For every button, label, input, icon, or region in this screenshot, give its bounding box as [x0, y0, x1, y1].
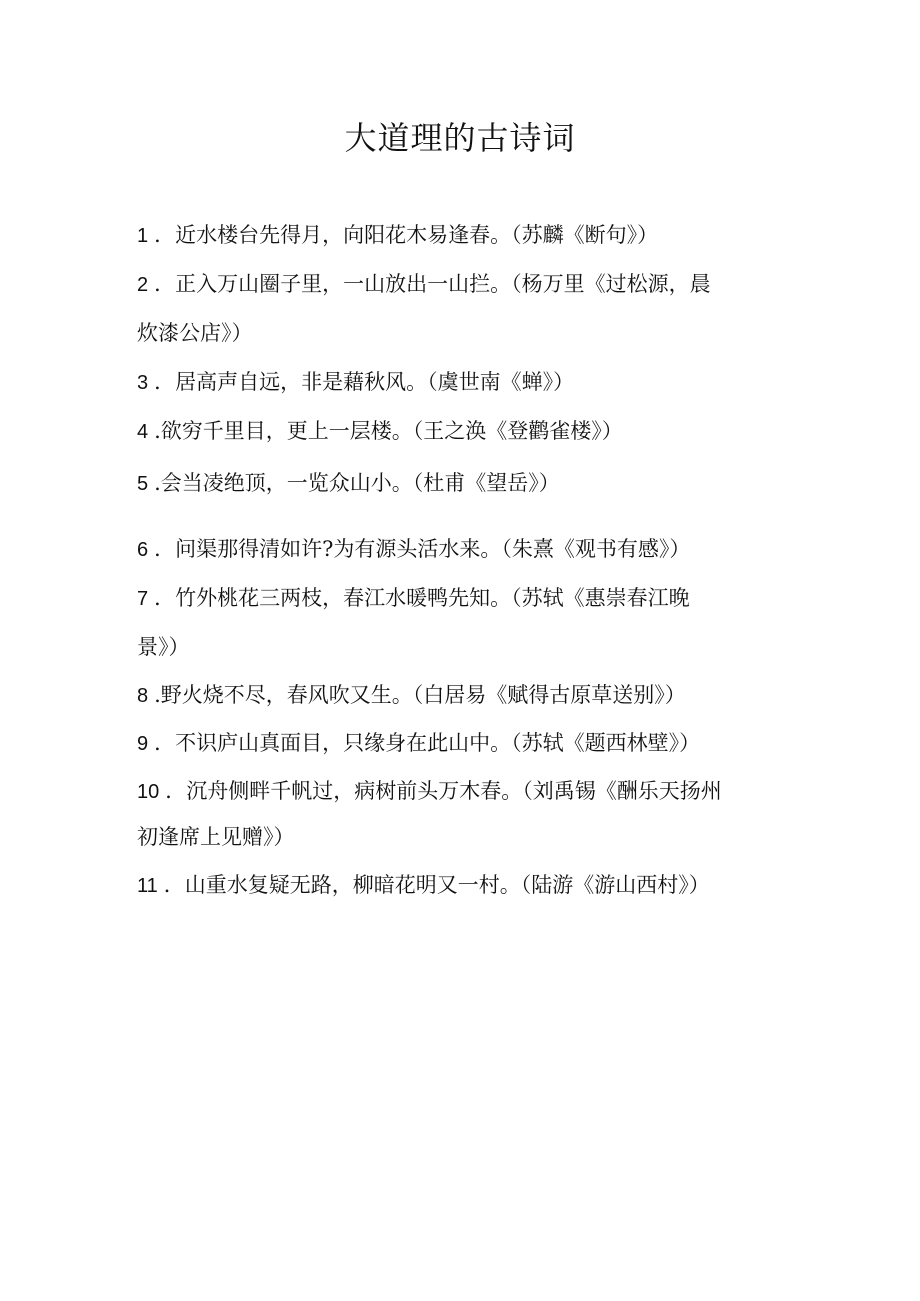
poem-text: .会当凌绝顶，一览众山小。（杜甫《望岳》）	[154, 471, 560, 495]
item-number: 2	[137, 274, 149, 296]
poem-text: ．沉舟侧畔千帆过，病树前头万木春。（刘禹锡《酬乐天扬州	[165, 779, 722, 803]
poem-item-4	[137, 407, 787, 457]
item-number: 5	[137, 473, 149, 495]
poem-item-2-continuation	[137, 309, 787, 358]
item-number: 4	[137, 421, 149, 443]
poem-item-10-continuation	[137, 813, 787, 862]
poem-item-2	[137, 260, 787, 310]
poem-item-7-continuation	[137, 623, 787, 672]
poem-text: ．山重水复疑无路，柳暗花明又一村。（陆游《游山西村》）	[163, 873, 710, 897]
poem-item-11	[137, 861, 787, 911]
item-number: 1	[137, 225, 149, 247]
poem-text: ．竹外桃花三两枝，春江水暖鸭先知。（苏轼《惠崇春江晚	[154, 586, 690, 610]
poem-text: 初逢席上见赠》）	[137, 825, 295, 849]
poem-item-3	[137, 358, 787, 408]
poem-text: .野火烧不尽，春风吹又生。（白居易《赋得古原草送别》）	[154, 683, 686, 707]
poem-item-5	[137, 459, 787, 509]
poem-item-9	[137, 719, 787, 769]
poem-item-7	[137, 574, 787, 624]
poem-text: ．居高声自远，非是藉秋风。（虞世南《蝉》）	[154, 370, 575, 394]
item-number: 11	[137, 875, 158, 897]
poem-item-1	[137, 211, 787, 261]
item-number: 3	[137, 372, 149, 394]
poem-item-10	[137, 767, 787, 817]
poem-text: 景》）	[137, 635, 190, 659]
poem-text: ．不识庐山真面目，只缘身在此山中。（苏轼《题西林壁》）	[154, 731, 701, 755]
item-number: 8	[137, 685, 149, 707]
page-title: 大道理的古诗词	[344, 119, 576, 157]
poem-text: 炊漆公店》）	[137, 321, 253, 345]
poem-text: ．正入万山圈子里，一山放出一山拦。（杨万里《过松源，晨	[154, 272, 711, 296]
item-number: 6	[137, 539, 149, 561]
item-number: 9	[137, 733, 149, 755]
item-number: 10	[137, 781, 160, 803]
item-number: 7	[137, 588, 149, 610]
poem-text: ．近水楼台先得月，向阳花木易逢春。（苏麟《断句》）	[154, 223, 659, 247]
poem-text: .欲穷千里目，更上一层楼。（王之涣《登鹳雀楼》）	[154, 419, 623, 443]
poem-text: ．问渠那得清如许?为有源头活水来。（朱熹《观书有感》）	[154, 537, 691, 561]
poem-item-6	[137, 525, 787, 575]
poem-item-8	[137, 671, 787, 721]
